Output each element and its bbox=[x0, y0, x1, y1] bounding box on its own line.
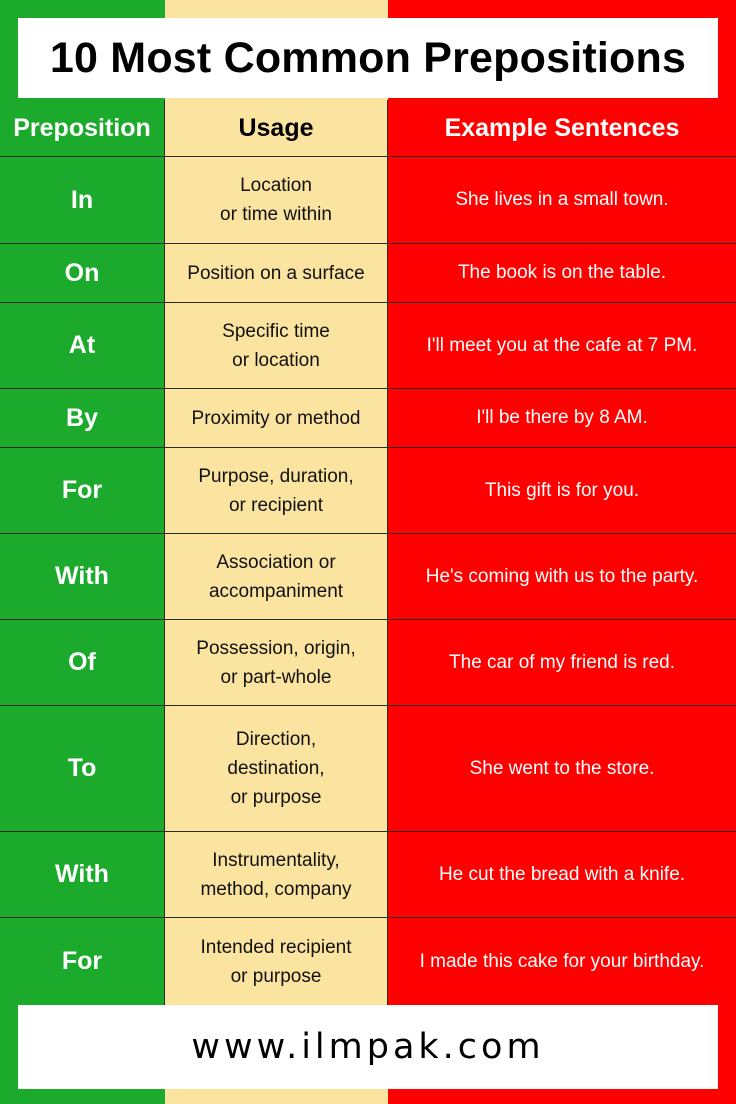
row-2-example: The book is on the table. bbox=[388, 244, 736, 303]
row-4-usage: Proximity or method bbox=[165, 389, 388, 448]
row-9-usage: Instrumentality, method, company bbox=[165, 832, 388, 918]
row-9-preposition: With bbox=[0, 832, 165, 918]
row-2-preposition: On bbox=[0, 244, 165, 303]
row-4-preposition: By bbox=[0, 389, 165, 448]
row-4-example: I'll be there by 8 AM. bbox=[388, 389, 736, 448]
row-7-example: The car of my friend is red. bbox=[388, 620, 736, 706]
row-3-example: I'll meet you at the cafe at 7 PM. bbox=[388, 303, 736, 389]
prepositions-table bbox=[0, 100, 736, 1005]
footer-banner bbox=[18, 1005, 718, 1089]
row-3-preposition: At bbox=[0, 303, 165, 389]
page-title: 10 Most Common Prepositions bbox=[49, 33, 687, 82]
row-10-usage: Intended recipient or purpose bbox=[165, 918, 388, 1005]
title-banner bbox=[18, 18, 718, 98]
row-1-preposition: In bbox=[0, 157, 165, 244]
row-8-preposition: To bbox=[0, 706, 165, 832]
row-2-usage: Position on a surface bbox=[165, 244, 388, 303]
row-10-preposition: For bbox=[0, 918, 165, 1005]
row-1-example: She lives in a small town. bbox=[388, 157, 736, 244]
website-url: www.ilmpak.com bbox=[191, 1027, 545, 1067]
row-6-example: He's coming with us to the party. bbox=[388, 534, 736, 620]
row-5-preposition: For bbox=[0, 448, 165, 534]
header-preposition: Preposition bbox=[0, 100, 165, 157]
row-7-preposition: Of bbox=[0, 620, 165, 706]
row-5-example: This gift is for you. bbox=[388, 448, 736, 534]
row-10-example: I made this cake for your birthday. bbox=[388, 918, 736, 1005]
row-8-usage: Direction, destination, or purpose bbox=[165, 706, 388, 832]
row-1-usage: Location or time within bbox=[165, 157, 388, 244]
row-9-example: He cut the bread with a knife. bbox=[388, 832, 736, 918]
row-6-preposition: With bbox=[0, 534, 165, 620]
row-3-usage: Specific time or location bbox=[165, 303, 388, 389]
row-6-usage: Association or accompaniment bbox=[165, 534, 388, 620]
header-usage: Usage bbox=[165, 100, 388, 157]
row-7-usage: Possession, origin, or part-whole bbox=[165, 620, 388, 706]
row-5-usage: Purpose, duration, or recipient bbox=[165, 448, 388, 534]
header-example-sentences: Example Sentences bbox=[388, 100, 736, 157]
row-8-example: She went to the store. bbox=[388, 706, 736, 832]
